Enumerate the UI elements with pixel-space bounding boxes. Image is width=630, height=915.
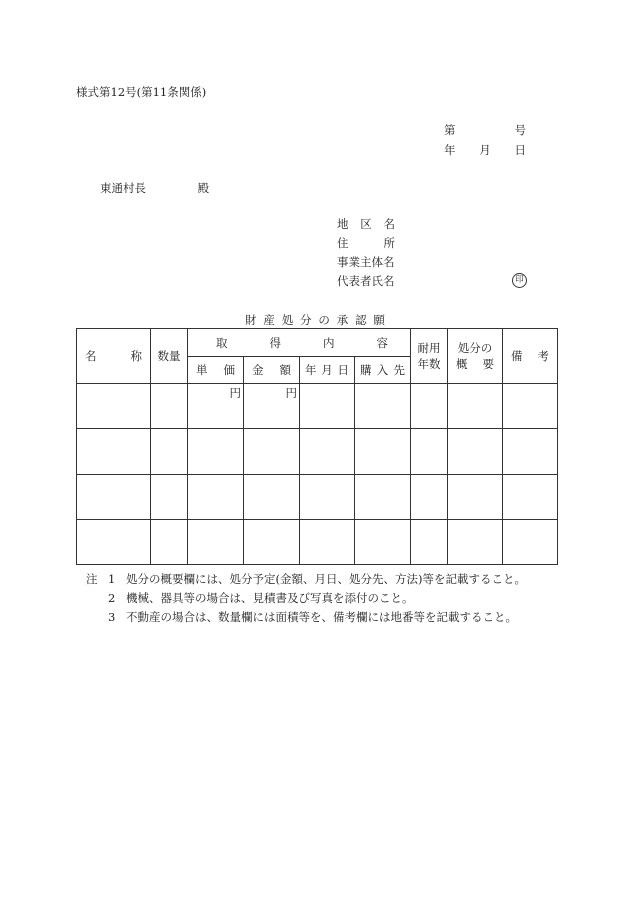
date-month: 月 (479, 143, 491, 157)
table-row (77, 429, 558, 474)
header-char: 年 (305, 363, 317, 378)
header-char: 得 (269, 335, 281, 350)
cell-unit-price-yen: 円 (188, 384, 244, 429)
cell (355, 384, 411, 429)
note-text: 機械、器具等の場合は、見積書及び写真を添付のこと。 (126, 591, 414, 605)
cell (448, 384, 503, 429)
title-char: 認 (355, 313, 367, 327)
header-char: 額 (279, 363, 291, 378)
title-char: 財 (245, 313, 257, 327)
note-number: 2 (108, 591, 116, 605)
note-text: 処分の概要欄には、処分予定(金額、月日、処分先、方法)等を記載すること。 (126, 572, 526, 586)
cell (503, 384, 558, 429)
cell (300, 384, 355, 429)
addressee-honorific: 殿 (197, 181, 210, 195)
header-char: 日 (337, 363, 349, 378)
cell (77, 474, 151, 519)
cell (411, 519, 448, 564)
cell (151, 519, 188, 564)
header-char: 名 (85, 349, 97, 364)
note-item (86, 589, 526, 608)
title-char: 処 (281, 313, 294, 327)
header-acquisition (188, 329, 411, 357)
disposal-line-1: 処分の (457, 341, 493, 356)
cell (151, 429, 188, 474)
cell (503, 474, 558, 519)
header-amount (244, 357, 300, 384)
label-char: 地 (337, 217, 349, 231)
title-char: の (318, 313, 330, 327)
useful-life-line-1: 耐用 (417, 341, 441, 356)
cell (77, 384, 151, 429)
header-char: 概 (456, 357, 468, 372)
residence-row (337, 235, 533, 254)
header-char: 考 (537, 349, 549, 364)
cell (77, 519, 151, 564)
applicant-block (337, 216, 533, 292)
header-quantity: 数量 (151, 329, 188, 384)
header-name (77, 329, 151, 384)
header-char: 単 (196, 363, 208, 378)
header-char: 金 (252, 363, 264, 378)
representative-row (337, 273, 533, 292)
cell (448, 519, 503, 564)
cell (503, 519, 558, 564)
table-row (77, 474, 558, 519)
cell (503, 429, 558, 474)
cell (300, 429, 355, 474)
header-row-1 (77, 329, 558, 357)
cell (188, 519, 244, 564)
header-char: 先 (393, 363, 405, 378)
header-char: 取 (216, 335, 228, 350)
cell (151, 384, 188, 429)
header-char: 容 (376, 335, 388, 350)
title-char: 願 (373, 313, 385, 327)
cell (77, 429, 151, 474)
label-char: 住 (337, 236, 349, 250)
cell (188, 429, 244, 474)
note-number: 3 (108, 610, 116, 624)
cell (355, 474, 411, 519)
label-char: 区 (360, 217, 372, 231)
note-text: 不動産の場合は、数量欄には面積等を、備考欄には地番等を記載すること。 (126, 610, 517, 624)
residence-label (337, 235, 395, 251)
header-char: 備 (511, 349, 523, 364)
title-char: 産 (263, 313, 275, 327)
header-vendor (355, 357, 411, 384)
header-char: 内 (323, 335, 335, 350)
cell-amount-yen: 円 (244, 384, 300, 429)
notes-label: 注 (86, 572, 98, 586)
date-year: 年 (444, 143, 456, 157)
notes (86, 570, 526, 627)
entity-row (337, 254, 533, 273)
useful-life-line-2: 年数 (417, 357, 441, 372)
table-row (77, 384, 558, 429)
header-char: 購 (360, 363, 372, 378)
cell (411, 429, 448, 474)
addressee (100, 180, 209, 196)
header-char: 月 (321, 363, 333, 378)
document-number-line (444, 122, 526, 142)
header-char: 称 (130, 349, 142, 364)
note-item (86, 608, 526, 627)
cell (244, 429, 300, 474)
table-row (77, 519, 558, 564)
header-unit-price (188, 357, 244, 384)
seal-icon: 印 (512, 273, 527, 288)
date-line (444, 142, 526, 162)
date-day: 日 (514, 143, 526, 157)
cell (355, 429, 411, 474)
header-disposal-summary (448, 329, 503, 384)
cell (355, 519, 411, 564)
entity-label: 事業主体名 (337, 255, 395, 269)
doc-number-go: 号 (514, 123, 526, 137)
cell (244, 474, 300, 519)
doc-number-dai: 第 (444, 123, 456, 137)
page-title (245, 312, 385, 328)
cell (244, 519, 300, 564)
disposal-table (76, 328, 558, 565)
document-number-date (444, 122, 526, 162)
cell (411, 474, 448, 519)
header-char: 要 (482, 357, 494, 372)
header-date (300, 357, 355, 384)
header-useful-life (411, 329, 448, 384)
header-remarks (503, 329, 558, 384)
cell (448, 429, 503, 474)
label-char: 所 (383, 236, 395, 250)
cell (448, 474, 503, 519)
cell (300, 474, 355, 519)
cell (300, 519, 355, 564)
header-char: 入 (376, 363, 389, 378)
title-char: 承 (336, 313, 349, 327)
district-name-label (337, 216, 395, 232)
cell (411, 384, 448, 429)
title-char: 分 (300, 313, 312, 327)
form-number: 様式第12号(第11条関係) (76, 85, 207, 99)
addressee-name: 東通村長 (100, 181, 146, 195)
note-number: 1 (108, 572, 116, 586)
label-char: 名 (383, 217, 395, 231)
cell (151, 474, 188, 519)
representative-label: 代表者氏名 (337, 274, 395, 288)
cell (188, 474, 244, 519)
district-name-row (337, 216, 533, 235)
note-item (86, 570, 526, 589)
header-char: 価 (223, 363, 235, 378)
